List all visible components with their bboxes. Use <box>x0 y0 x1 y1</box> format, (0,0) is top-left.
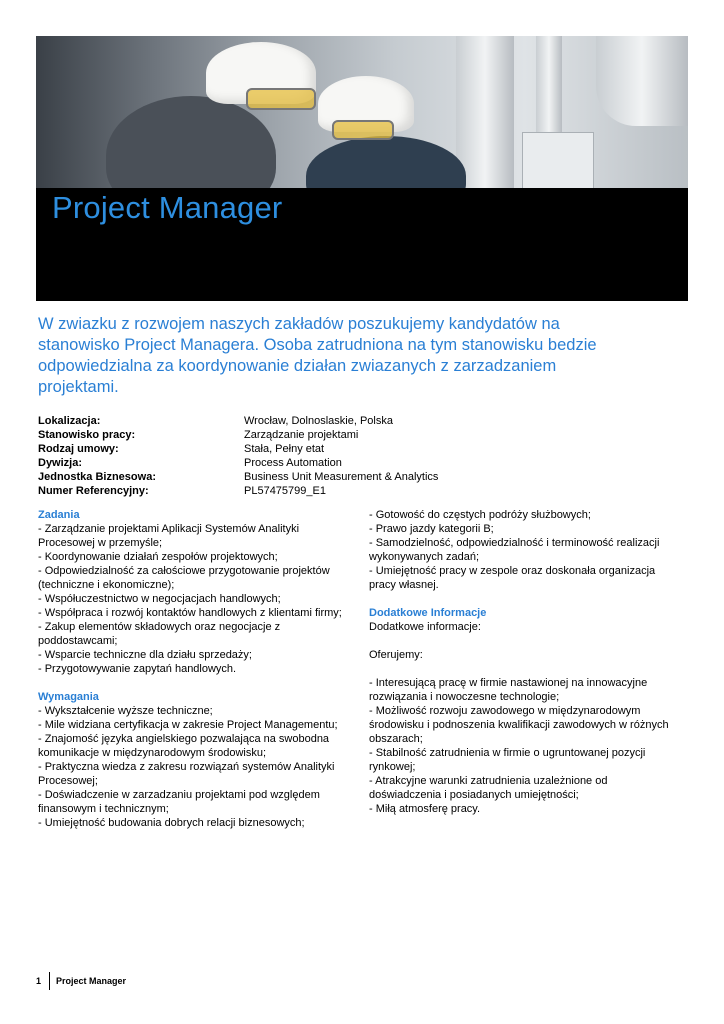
detail-value: Wrocław, Dolnoslaskie, Polska <box>244 415 393 427</box>
job-details-table <box>38 414 518 498</box>
detail-row <box>38 414 518 428</box>
list-item: - Współuczestnictwo w negocjacjach handlowych; <box>38 593 281 605</box>
list-item: - Możliwość rozwoju zawodowego w międzynarodowym <box>369 705 641 717</box>
list-item: wykonywanych zadań; <box>369 551 480 563</box>
detail-row <box>38 428 518 442</box>
list-item: - Doświadczenie w zarzadzaniu projektami pod względem <box>38 789 320 801</box>
list-item: poddostawcami; <box>38 635 118 647</box>
list-item: - Umiejętność budowania dobrych relacji biznesowych; <box>38 817 305 829</box>
list-item: (techniczne i ekonomiczne); <box>38 579 175 591</box>
list-item: doświadczenia i posiadanych umiejętności; <box>369 789 579 801</box>
list-item: - Wykształcenie wyższe techniczne; <box>38 705 213 717</box>
detail-label: Lokalizacja: <box>38 415 101 427</box>
list-item: - Prawo jazdy kategorii B; <box>369 523 494 535</box>
detail-value: Business Unit Measurement & Analytics <box>244 471 439 483</box>
list-item: - Miłą atmosferę pracy. <box>369 803 481 815</box>
offer-label: Oferujemy: <box>369 649 423 661</box>
detail-label: Jednostka Biznesowa: <box>38 471 156 483</box>
left-column <box>38 508 348 830</box>
list-item: - Wsparcie techniczne dla działu sprzedaży; <box>38 649 252 661</box>
list-item: - Współpraca i rozwój kontaktów handlowych z klientami firmy; <box>38 607 342 619</box>
list-item: - Atrakcyjne warunki zatrudnienia uzależnione od <box>369 775 608 787</box>
list-item: - Znajomość języka angielskiego pozwalająca na swobodna <box>38 733 330 745</box>
additional-info-intro: Dodatkowe informacje: <box>369 621 481 633</box>
detail-value: PL57475799_E1 <box>244 485 326 497</box>
list-item: finansowym i technicznym; <box>38 803 169 815</box>
list-item: - Interesującą pracę w firmie nastawionej na innowacyjne <box>369 677 648 689</box>
list-item: - Odpowiedzialność za całościowe przygotowanie projektów <box>38 565 330 577</box>
list-item: komunikacje w międzynarodowym środowisku; <box>38 747 267 759</box>
list-item: obszarach; <box>369 733 423 745</box>
list-item: - Zakup elementów składowych oraz negocjacje z <box>38 621 281 633</box>
header-photo <box>36 36 688 188</box>
detail-row <box>38 470 518 484</box>
detail-row <box>38 456 518 470</box>
detail-label: Stanowisko pracy: <box>38 429 136 441</box>
list-item: środowisku i podnoszenia kwalifikacji zawodowych w różnych <box>369 719 669 731</box>
footer-label: Project Manager <box>56 976 127 986</box>
list-item: Procesowej w przemyśle; <box>38 537 163 549</box>
footer-divider <box>49 972 50 990</box>
additional-info-heading: Dodatkowe Informacje <box>369 607 487 619</box>
list-item: Procesowej; <box>38 775 98 787</box>
page-title: Project Manager <box>52 190 283 225</box>
title-band <box>36 188 688 301</box>
requirements-list-continued <box>369 508 689 592</box>
tasks-heading: Zadania <box>38 509 80 521</box>
list-item: - Przygotowywanie zapytań handlowych. <box>38 663 237 675</box>
requirements-heading: Wymagania <box>38 691 99 703</box>
tasks-list <box>38 522 348 676</box>
detail-row <box>38 484 518 498</box>
list-item: rozwiązania i nowoczesne technologie; <box>369 691 560 703</box>
detail-value: Process Automation <box>244 457 342 469</box>
list-item: pracy własnej. <box>369 579 439 591</box>
detail-label: Dywizja: <box>38 457 83 469</box>
detail-value: Zarządzanie projektami <box>244 429 359 441</box>
list-item: - Praktyczna wiedza z zakresu rozwiązań systemów Analityki <box>38 761 335 773</box>
list-item: - Umiejętność pracy w zespole oraz doskonała organizacja <box>369 565 656 577</box>
page-footer <box>36 972 126 990</box>
detail-label: Rodzaj umowy: <box>38 443 119 455</box>
list-item: - Gotowość do częstych podróży służbowych; <box>369 509 591 521</box>
list-item: - Samodzielność, odpowiedzialność i terminowość realizacji <box>369 537 660 549</box>
detail-row <box>38 442 518 456</box>
list-item: rynkowej; <box>369 761 416 773</box>
list-item: - Mile widziana certyfikacja w zakresie Project Managementu; <box>38 719 338 731</box>
right-column <box>369 508 689 816</box>
requirements-list <box>38 704 348 830</box>
offer-list <box>369 676 689 816</box>
detail-label: Numer Referencyjny: <box>38 485 149 497</box>
list-item: - Zarządzanie projektami Aplikacji Systemów Analityki <box>38 523 300 535</box>
list-item: - Stabilność zatrudnienia w firmie o ugruntowanej pozycji <box>369 747 646 759</box>
intro-text: W zwiazku z rozwojem naszych zakładów poszukujemy kandydatów na stanowisko Project Managera. Osoba zatrudniona na tym stanowisku bedzie odpowiedzialna za koordynowanie działan zwiazanych z zarzadzaniem projektami. <box>38 315 597 396</box>
page-number: 1 <box>36 976 42 986</box>
detail-value: Stała, Pełny etat <box>244 443 325 455</box>
list-item: - Koordynowanie działań zespołów projektowych; <box>38 551 278 563</box>
